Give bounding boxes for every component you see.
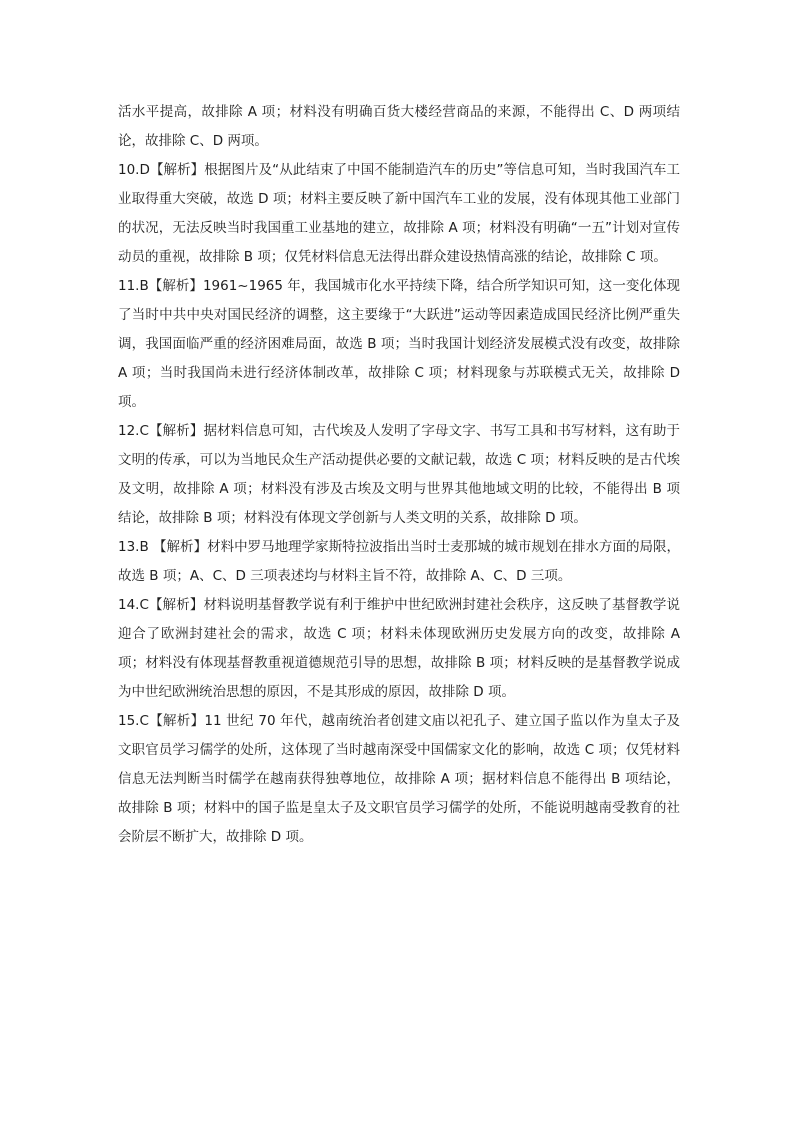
answer-15: 15.C【解析】11 世纪 70 年代，越南统治者创建文庙以祀孔子、建立国子监以作为皇太子及文职官员学习儒学的处所，这体现了当时越南深受中国儒家文化的影响，故选 C 项；仅凭材料信息无法判断当时儒学在越南获得独尊地位，故排除 A 项；据材料信息不能得出 B 项结论，故排除 B 项；材料中的国子监是皇太子及文职官员学习儒学的处所，不能说明越南受教育的社会阶层不断扩大，故排除 D 项。 bbox=[118, 713, 680, 845]
answer-14: 14.C【解析】材料说明基督教学说有利于维护中世纪欧洲封建社会秩序，这反映了基督教学说迎合了欧洲封建社会的需求，故选 C 项；材料未体现欧洲历史发展方向的改变，故排除 A 项；材料没有体现基督教重视道德规范引导的思想，故排除 B 项；材料反映的是基督教学说成为中世纪欧洲统治思想的原因，不是其形成的原因，故排除 D 项。 bbox=[118, 597, 680, 700]
answer-explanations bbox=[118, 98, 680, 852]
answer-10: 10.D【解析】根据图片及“从此结束了中国不能制造汽车的历史”等信息可知，当时我国汽车工业取得重大突破，故选 D 项；材料主要反映了新中国汽车工业的发展，没有体现其他工业部门的状况，无法反映当时我国重工业基地的建立，故排除 A 项；材料没有明确“一五”计划对宣传动员的重视，故排除 B 项；仅凭材料信息无法得出群众建设热情高涨的结论，故排除 C 项。 bbox=[118, 162, 680, 265]
answer-13: 13.B 【解析】材料中罗马地理学家斯特拉波指出当时士麦那城的城市规划在排水方面的局限，故选 B 项；A、C、D 三项表述均与材料主旨不符，故排除 A、C、D 三项。 bbox=[118, 539, 680, 584]
answer-12: 12.C【解析】据材料信息可知，古代埃及人发明了字母文字、书写工具和书写材料，这有助于文明的传承，可以为当地民众生产活动提供必要的文献记载，故选 C 项；材料反映的是古代埃及文明，故排除 A 项；材料没有涉及古埃及文明与世界其他地域文明的比较，不能得出 B 项结论，故排除 B 项；材料没有体现文学创新与人类文明的关系，故排除 D 项。 bbox=[118, 423, 680, 526]
paragraph-continuation: 活水平提高，故排除 A 项；材料没有明确百货大楼经营商品的来源，不能得出 C、D 两项结论，故排除 C、D 两项。 bbox=[118, 104, 680, 149]
answer-11: 11.B【解析】1961~1965 年，我国城市化水平持续下降，结合所学知识可知，这一变化体现了当时中共中央对国民经济的调整，这主要缘于“大跃进”运动等因素造成国民经济比例严重失调，我国面临严重的经济困难局面，故选 B 项；当时我国计划经济发展模式没有改变，故排除 A 项；当时我国尚未进行经济体制改革，故排除 C 项；材料现象与苏联模式无关，故排除 D 项。 bbox=[118, 278, 680, 410]
